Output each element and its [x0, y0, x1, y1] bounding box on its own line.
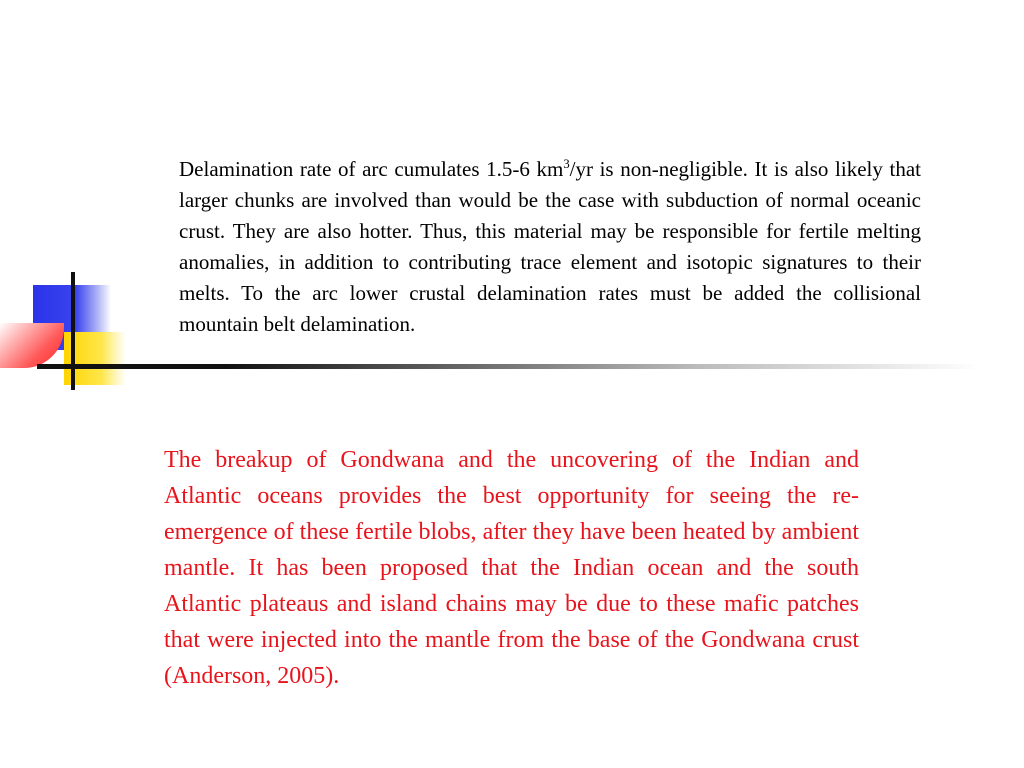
paragraph1-text-start: Delamination rate of arc cumulates 1.5-6 km	[179, 157, 564, 181]
superscript-three: 3	[563, 157, 570, 171]
decorative-vertical-rule	[71, 272, 75, 390]
gondwana-paragraph: The breakup of Gondwana and the uncovering of the Indian and Atlantic oceans provides the best opportunity for seeing the re-emergence of these fertile blobs, after they have been heated by ambient mantle. It has been proposed that the Indian ocean and the south Atlantic plateaus and island chains may be due to these mafic patches that were injected into the mantle from the base of the Gondwana crust (Anderson, 2005).	[164, 447, 859, 689]
decorative-red-square	[0, 323, 64, 368]
paragraph1-text-end: /yr is non-negligible. It is also likely that larger chunks are involved than would be the case with subduction of normal oceanic crust. They are also hotter. Thus, this material may be responsible for fertile melting anomalies, in addition to contributing trace element and isotopic signatures to their melts. To the arc lower crustal delamination rates must be added the collisional mountain belt delamination.	[179, 157, 921, 336]
decorative-horizontal-rule	[37, 364, 980, 369]
delamination-paragraph	[179, 154, 921, 340]
